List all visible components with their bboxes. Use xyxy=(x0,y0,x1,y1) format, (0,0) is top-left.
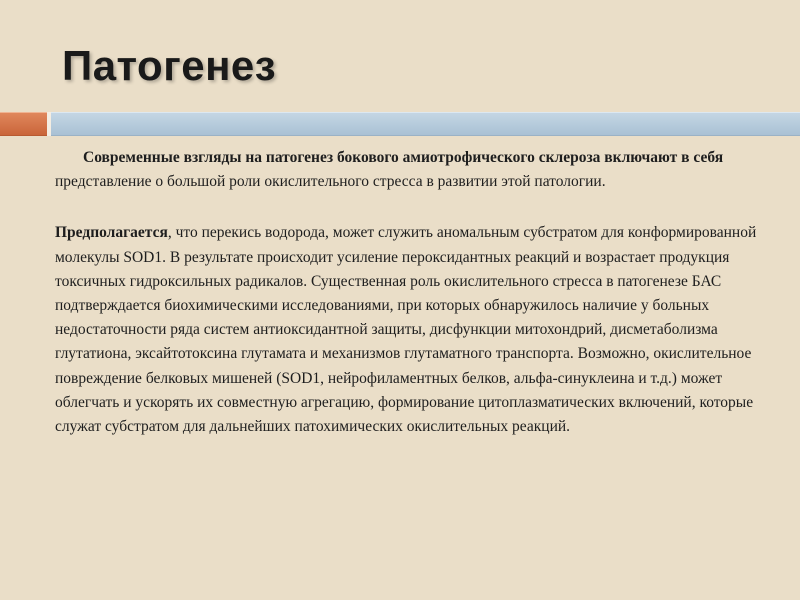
slide-title: Патогенез xyxy=(62,42,277,89)
paragraph-2 xyxy=(55,221,775,439)
paragraph-1-text: представление о большой роли окислительного стресса в развитии этой патологии. xyxy=(55,173,606,191)
accent-bar-orange xyxy=(0,112,47,136)
paragraph-1 xyxy=(55,146,775,194)
paragraph-2-bold: Предполагается xyxy=(55,224,168,242)
paragraph-2-text: , что перекись водорода, может служить аномальным субстратом для конформированной молекулы SOD1. В результате происходит усиление пероксидантных реакций и возрастает продукция токсичных гидроксильных радикалов. Существенная роль окислительного стресса в патогенезе БАС подтверждается биохимическими исследованиями, при которых обнаружилось наличие у больных недостаточности ряда систем антиоксидантной защиты, дисфункции митохондрий, дисметаболизма глутатиона, эксайтотоксина глутамата и механизмов глутаматного транспорта. Возможно, окислительное повреждение белковых мишеней (SOD1, нейрофиламентных белков, альфа-синуклеина и т.д.) может облегчать и ускорять их совместную агрегацию, формирование цитоплазматических включений, которые служат субстратом для дальнейших патохимических окислительных реакций. xyxy=(55,224,757,436)
accent-bar-blue xyxy=(51,112,800,136)
paragraph-1-bold: Современные взгляды на патогенез бокового амиотрофического склероза включают в себя xyxy=(83,149,724,166)
slide-body xyxy=(55,146,775,439)
